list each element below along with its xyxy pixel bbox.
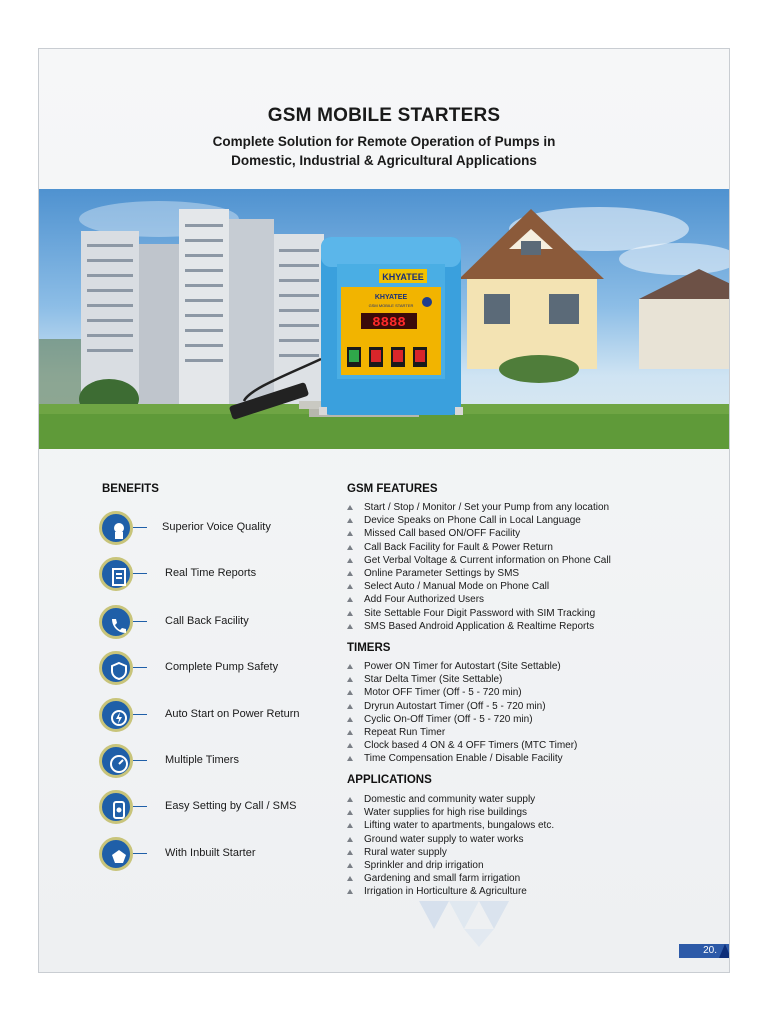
list-item: Rural water supply <box>347 846 554 859</box>
applications-list <box>347 793 554 899</box>
subtitle-line-2: Domestic, Industrial & Agricultural Applications <box>231 153 537 168</box>
list-item: Repeat Run Timer <box>347 726 577 739</box>
list-item: Cyclic On-Off Timer (Off - 5 - 720 min) <box>347 713 577 726</box>
benefit-label: Call Back Facility <box>165 615 249 627</box>
device-display: 8888 <box>372 315 406 331</box>
hero-image <box>39 189 730 449</box>
benefits-heading: BENEFITS <box>102 483 159 495</box>
device-brand: KHYATEE <box>382 272 424 282</box>
list-item: SMS Based Android Application & Realtime Reports <box>347 620 611 633</box>
list-item: Time Compensation Enable / Disable Facility <box>347 752 577 765</box>
benefit-label: Superior Voice Quality <box>162 521 271 533</box>
list-item: Site Settable Four Digit Password with SIM Tracking <box>347 607 611 620</box>
gsm-features-heading: GSM FEATURES <box>347 483 438 495</box>
benefit-label: Complete Pump Safety <box>165 661 279 673</box>
list-item: Sprinkler and drip irrigation <box>347 859 554 872</box>
benefit-label: With Inbuilt Starter <box>165 847 256 859</box>
benefit-item <box>99 837 329 877</box>
list-item: Lifting water to apartments, bungalows etc. <box>347 819 554 832</box>
callback-icon <box>99 605 133 639</box>
decorative-watermark <box>419 899 529 949</box>
phone-settings-icon <box>99 790 133 824</box>
list-item: Add Four Authorized Users <box>347 593 611 606</box>
gsm-starter-device <box>319 237 463 415</box>
list-item: Dryrun Autostart Timer (Off - 5 - 720 min) <box>347 700 577 713</box>
report-icon <box>99 557 133 591</box>
voice-icon <box>99 511 133 545</box>
benefit-item <box>99 698 329 738</box>
list-item: Gardening and small farm irrigation <box>347 872 554 885</box>
list-item: Domestic and community water supply <box>347 793 554 806</box>
list-item: Select Auto / Manual Mode on Phone Call <box>347 580 611 593</box>
benefit-label: Auto Start on Power Return <box>165 708 300 720</box>
timers-list <box>347 660 577 766</box>
benefit-item <box>99 557 329 597</box>
list-item: Irrigation in Horticulture & Agriculture <box>347 885 554 898</box>
benefit-label: Multiple Timers <box>165 754 239 766</box>
list-item: Power ON Timer for Autostart (Site Settable) <box>347 660 577 673</box>
list-item: Device Speaks on Phone Call in Local Language <box>347 514 611 527</box>
gsm-features-list <box>347 501 611 633</box>
benefit-label: Real Time Reports <box>165 567 257 579</box>
page-number: 20. <box>679 944 730 958</box>
benefit-item <box>99 790 329 830</box>
benefit-item <box>99 605 329 645</box>
benefit-label: Easy Setting by Call / SMS <box>165 800 297 812</box>
applications-heading: APPLICATIONS <box>347 774 432 786</box>
timer-icon <box>99 744 133 778</box>
list-item: Ground water supply to water works <box>347 833 554 846</box>
power-return-icon <box>99 698 133 732</box>
starter-icon <box>99 837 133 871</box>
list-item: Call Back Facility for Fault & Power Return <box>347 541 611 554</box>
list-item: Motor OFF Timer (Off - 5 - 720 min) <box>347 686 577 699</box>
timers-heading: TIMERS <box>347 642 391 654</box>
page-title: GSM MOBILE STARTERS <box>267 105 501 126</box>
benefit-item <box>99 744 329 784</box>
pump-safety-icon <box>99 651 133 685</box>
list-item: Start / Stop / Monitor / Set your Pump from any location <box>347 501 611 514</box>
page-number-accent <box>719 944 730 958</box>
brochure-page <box>38 48 730 973</box>
benefit-item <box>99 511 329 551</box>
list-item: Water supplies for high rise buildings <box>347 806 554 819</box>
panel-tagline: GSM MOBILE STARTER <box>368 303 414 308</box>
benefit-item <box>99 651 329 691</box>
subtitle-line-1: Complete Solution for Remote Operation of Pumps in <box>212 134 556 149</box>
list-item: Missed Call based ON/OFF Facility <box>347 527 611 540</box>
hero-illustration <box>39 189 730 449</box>
list-item: Online Parameter Settings by SMS <box>347 567 611 580</box>
list-item: Clock based 4 ON & 4 OFF Timers (MTC Timer) <box>347 739 577 752</box>
list-item: Get Verbal Voltage & Current information on Phone Call <box>347 554 611 567</box>
panel-brand: KHYATEE <box>374 294 408 301</box>
page-subtitle <box>39 132 729 170</box>
list-item: Star Delta Timer (Site Settable) <box>347 673 577 686</box>
